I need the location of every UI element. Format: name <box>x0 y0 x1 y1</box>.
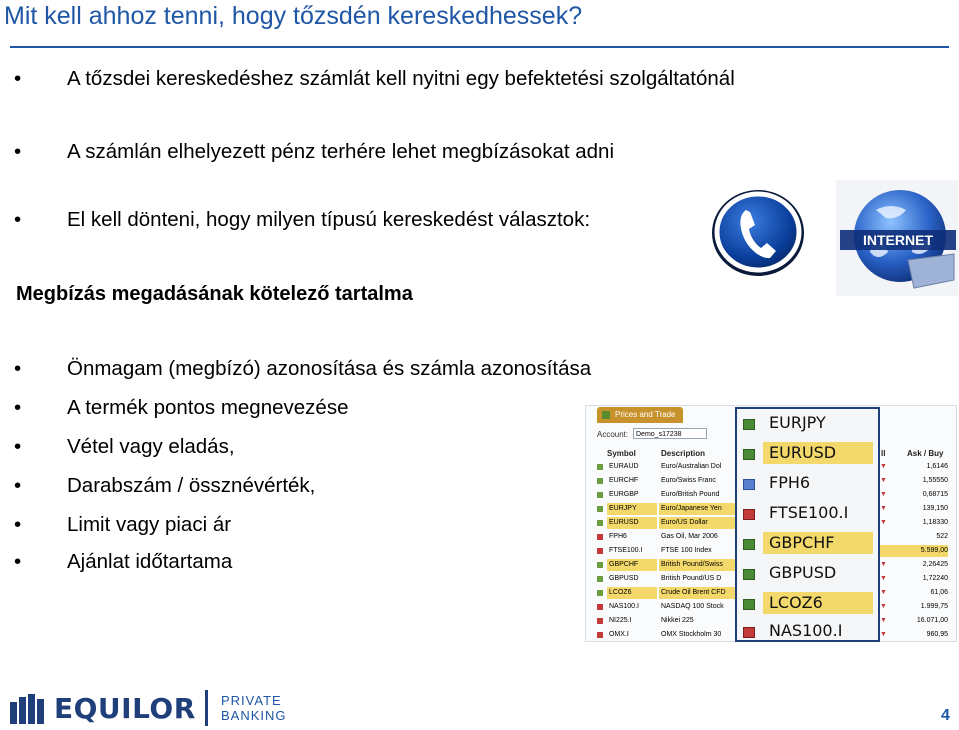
instrument-icon <box>743 569 755 580</box>
table-row[interactable] <box>597 489 737 501</box>
arrow-down-icon: ▼ <box>880 589 887 596</box>
account-select[interactable]: Demo_s17238 <box>633 428 707 439</box>
description-cell: NASDAQ 100 Stock <box>661 603 724 610</box>
list-item[interactable] <box>741 561 875 585</box>
price-cell <box>880 559 948 571</box>
description-cell: Euro/Swiss Franc <box>661 477 716 484</box>
check-icon <box>597 632 603 638</box>
description-cell: Euro/Australian Dol <box>661 463 722 470</box>
arrow-down-icon: ▼ <box>880 505 887 512</box>
symbol-label: FPH6 <box>769 473 811 492</box>
table-row[interactable] <box>597 615 737 627</box>
symbol-cell: EURGBP <box>609 491 639 498</box>
list-item[interactable] <box>741 471 875 495</box>
banking-line: BANKING <box>221 708 287 723</box>
logo-divider <box>205 690 208 726</box>
arrow-down-icon: ▼ <box>880 575 887 582</box>
price-value: 1,6146 <box>926 463 948 470</box>
slide-title: Mit kell ahhoz tenni, hogy tőzsdén kereskedhessek? <box>4 2 583 30</box>
internet-label: INTERNET <box>863 232 933 248</box>
description-cell: Gas Oil, Mar 2006 <box>661 533 718 540</box>
symbol-label: LCOZ6 <box>763 592 873 614</box>
price-value: 1.999,75 <box>920 603 948 610</box>
description-cell: Euro/British Pound <box>661 491 720 498</box>
table-row[interactable] <box>597 601 737 613</box>
price-cell <box>880 615 948 627</box>
check-icon <box>597 520 603 526</box>
check-icon <box>597 590 603 596</box>
bullet-text: Vétel vagy eladás, <box>67 435 235 458</box>
symbol-cell: OMX.I <box>609 631 629 638</box>
price-cell <box>880 587 948 599</box>
trading-window <box>585 405 957 642</box>
symbol-cell: EURJPY <box>607 503 657 515</box>
table-row[interactable] <box>597 531 737 543</box>
column-header-symbol[interactable]: Symbol <box>607 449 636 458</box>
table-row[interactable] <box>597 503 737 515</box>
check-icon <box>597 506 603 512</box>
instrument-icon <box>743 539 755 550</box>
instrument-icon <box>743 419 755 430</box>
arrow-down-icon: ▼ <box>880 477 887 484</box>
instrument-icon <box>743 627 755 638</box>
price-cell <box>880 531 948 543</box>
description-cell: British Pound/US D <box>661 575 722 582</box>
check-icon <box>597 548 603 554</box>
table-row[interactable] <box>597 545 737 557</box>
symbol-cell: FPH6 <box>609 533 627 540</box>
instrument-icon <box>743 509 755 520</box>
check-icon <box>597 534 603 540</box>
symbol-zoom-panel <box>735 407 880 642</box>
symbol-cell: EURUSD <box>607 517 657 529</box>
bullet-text: Ajánlat időtartama <box>67 550 233 573</box>
column-header-ask[interactable]: Ask / Buy <box>907 449 944 458</box>
description-cell: Nikkei 225 <box>661 617 694 624</box>
table-row[interactable] <box>597 461 737 473</box>
section-heading: Megbízás megadásának kötelező tartalma <box>16 283 413 305</box>
tab-prices-and-trade[interactable]: Prices and Trade <box>597 407 683 423</box>
list-item[interactable] <box>741 501 875 525</box>
instrument-icon <box>743 479 755 490</box>
price-cell <box>880 503 948 515</box>
column-header-bid[interactable]: ll <box>881 449 886 458</box>
description-cell: Crude Oil Brent CFD <box>659 587 745 599</box>
symbol-label: EURUSD <box>763 442 873 464</box>
globe-icon <box>836 180 958 296</box>
symbol-label: NAS100.I <box>769 621 843 640</box>
price-value: 2,26425 <box>922 561 948 568</box>
instrument-icon <box>743 449 755 460</box>
check-icon <box>597 618 603 624</box>
list-item[interactable] <box>741 441 875 465</box>
list-item[interactable] <box>741 411 875 435</box>
price-cell <box>880 601 948 613</box>
bullet-text: Darabszám / össznévérték, <box>67 474 316 497</box>
price-cell <box>880 517 948 529</box>
price-value: 1,72240 <box>922 575 948 582</box>
bullet-text: A tőzsdei kereskedéshez számlát kell nyitni egy befektetési szolgáltatónál <box>67 67 735 90</box>
price-value: 139,150 <box>922 505 948 512</box>
arrow-down-icon: ▼ <box>880 491 887 498</box>
price-value: 0,68715 <box>922 491 948 498</box>
list-item[interactable] <box>741 531 875 555</box>
price-value: 5.599,00 <box>920 547 948 554</box>
bullet-text: El kell dönteni, hogy milyen típusú kereskedést választok: <box>67 208 591 231</box>
price-cell <box>880 461 948 473</box>
check-icon <box>597 492 603 498</box>
price-cell <box>880 545 948 557</box>
check-icon <box>597 464 603 470</box>
check-icon <box>597 604 603 610</box>
arrow-down-icon: ▼ <box>880 561 887 568</box>
symbol-cell: EURAUD <box>609 463 639 470</box>
bullet-text: A számlán elhelyezett pénz terhére lehet megbízásokat adni <box>67 140 614 163</box>
arrow-down-icon: ▼ <box>880 463 887 470</box>
instrument-icon <box>743 599 755 610</box>
symbol-cell: NAS100.I <box>609 603 639 610</box>
price-value: 1,18330 <box>922 519 948 526</box>
private-banking-label <box>221 693 287 723</box>
description-cell: FTSE 100 Index <box>661 547 712 554</box>
symbol-label: FTSE100.I <box>769 503 849 522</box>
table-row[interactable] <box>597 475 737 487</box>
price-value: 522 <box>936 533 948 540</box>
price-value: 16.071,00 <box>916 617 948 624</box>
table-row[interactable] <box>597 587 737 599</box>
list-item[interactable] <box>741 619 875 643</box>
arrow-down-icon: ▼ <box>880 519 887 526</box>
description-cell: British Pound/Swiss <box>659 559 745 571</box>
table-row[interactable] <box>597 517 737 529</box>
symbol-cell: LCOZ6 <box>607 587 657 599</box>
bullet-text: A termék pontos megnevezése <box>67 396 349 419</box>
arrow-down-icon: ▼ <box>880 617 887 624</box>
description-cell: OMX Stockholm 30 <box>661 631 722 638</box>
check-icon <box>597 576 603 582</box>
price-cell <box>880 629 948 641</box>
symbol-cell: GBPCHF <box>607 559 657 571</box>
symbol-label: EURJPY <box>769 413 826 432</box>
account-label: Account: <box>597 430 629 439</box>
symbol-label: GBPCHF <box>763 532 873 554</box>
symbol-label: GBPUSD <box>769 563 837 582</box>
page-number: 4 <box>941 707 950 724</box>
private-line: PRIVATE <box>221 693 282 708</box>
table-row[interactable] <box>597 559 737 571</box>
arrow-down-icon: ▼ <box>880 631 887 638</box>
symbol-cell: FTSE100.I <box>609 547 643 554</box>
description-cell: Euro/Japanese Yen <box>659 503 745 515</box>
check-icon <box>597 562 603 568</box>
table-row[interactable] <box>597 629 737 641</box>
check-icon <box>597 478 603 484</box>
price-cell <box>880 489 948 501</box>
bullet-text: Önmagam (megbízó) azonosítása és számla azonosítása <box>67 357 592 380</box>
bullet-text: Limit vagy piaci ár <box>67 513 232 536</box>
symbol-cell: EURCHF <box>609 477 639 484</box>
symbol-cell: GBPUSD <box>609 575 639 582</box>
symbol-cell: NI225.I <box>609 617 632 624</box>
price-value: 960,95 <box>926 631 948 638</box>
list-item[interactable] <box>741 591 875 615</box>
phone-icon <box>710 188 806 278</box>
price-cell <box>880 475 948 487</box>
column-header-description[interactable]: Description <box>661 449 706 458</box>
description-cell: Euro/US Dollar <box>659 517 745 529</box>
price-value: 1,55550 <box>922 477 948 484</box>
price-value: 61,06 <box>930 589 948 596</box>
table-row[interactable] <box>597 573 737 585</box>
price-cell <box>880 573 948 585</box>
arrow-down-icon: ▼ <box>880 603 887 610</box>
equilor-logo-icon <box>10 694 44 724</box>
brand-name: EQUILOR <box>54 692 196 725</box>
title-divider <box>10 46 949 48</box>
